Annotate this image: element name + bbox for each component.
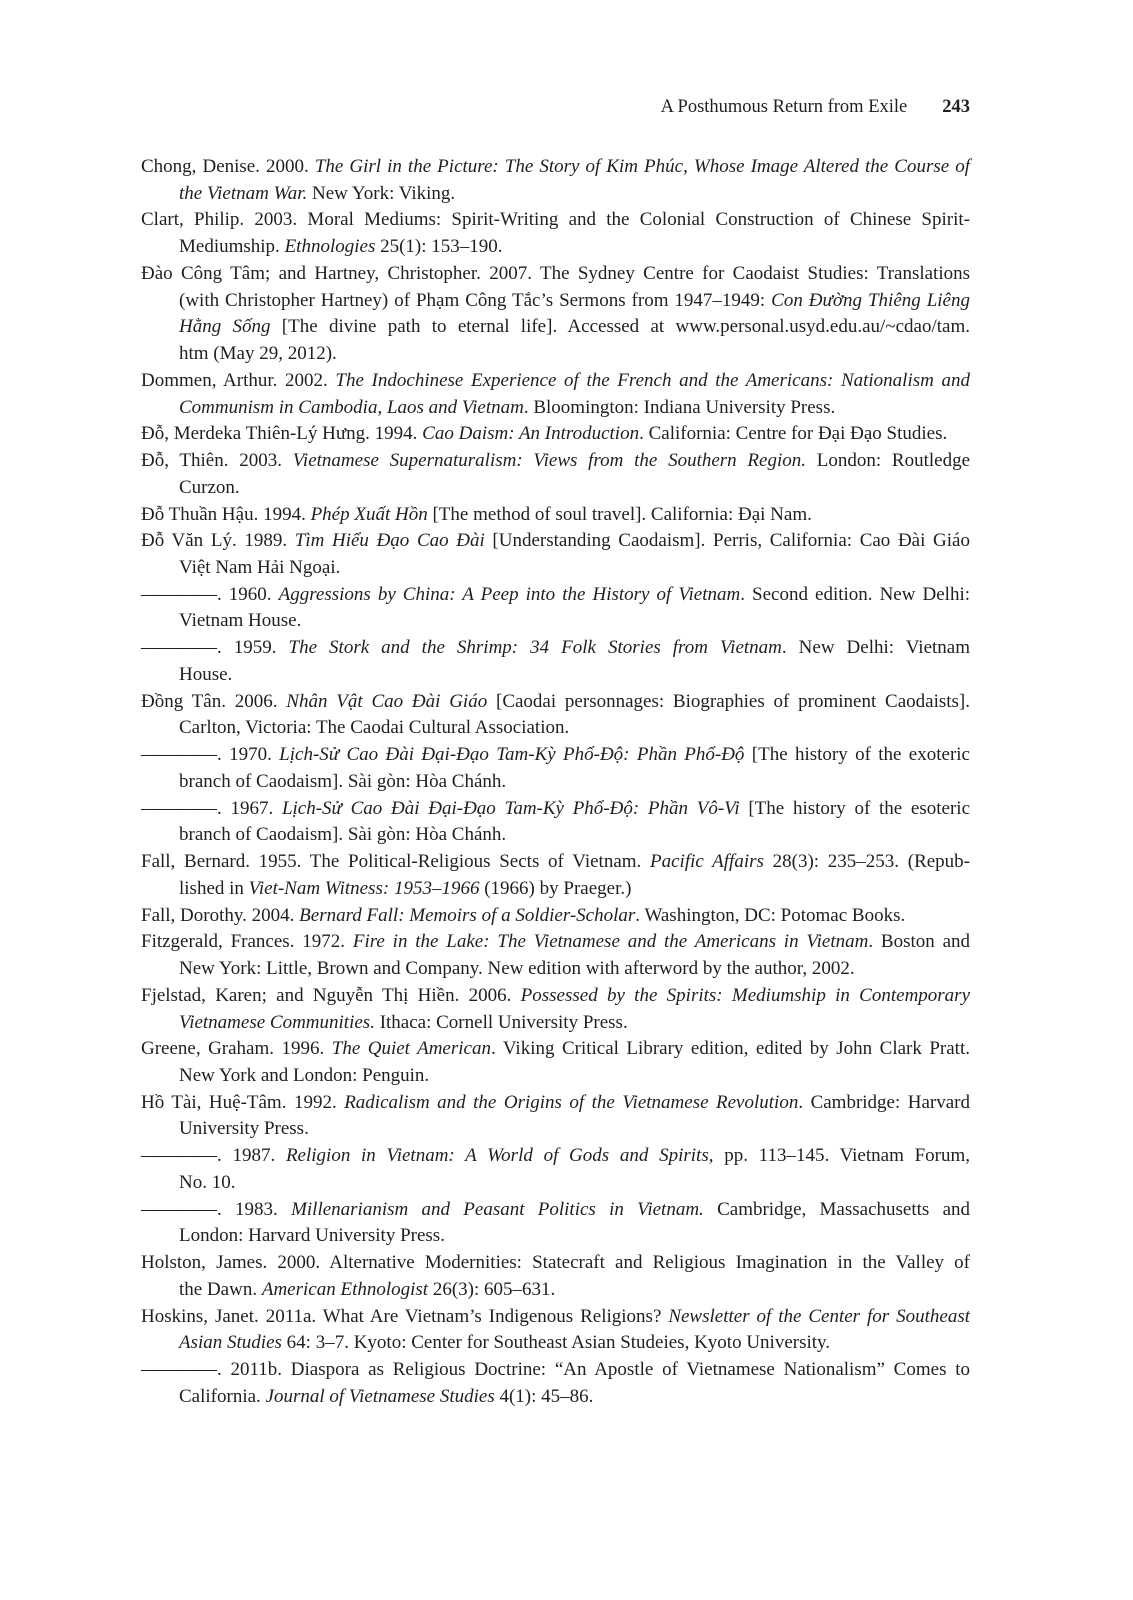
entry-text: Fjelstad, Karen; and Nguyễn Thị Hiền. 2006.	[141, 984, 521, 1006]
bibliography-entry	[141, 929, 970, 982]
entry-line	[141, 1250, 970, 1277]
entry-line	[141, 1304, 970, 1331]
running-head	[661, 96, 970, 118]
italic-title: Religion in Vietnam: A World of Gods and Spirits	[285, 1145, 709, 1167]
entry-text: Hoskins, Janet. 2011a. What Are Vietnam’s Indigenous Religions?	[141, 1305, 669, 1327]
italic-title: Vietnamese Communities.	[179, 1011, 375, 1033]
entry-text: 4(1): 45–86.	[494, 1385, 594, 1407]
entry-line	[141, 608, 970, 635]
repeated-author-rule: ————	[141, 797, 217, 819]
bibliography-list	[141, 154, 970, 1411]
bibliography-entry	[141, 207, 970, 260]
entry-text: [The divine path to eternal life]. Accessed at www.personal.usyd.edu.au/~cdao/tam.	[270, 316, 970, 338]
entry-line	[141, 822, 970, 849]
entry-text: Chong, Denise. 2000.	[141, 156, 315, 177]
entry-text: , pp. 113–145. Vietnam Forum,	[708, 1145, 970, 1167]
italic-title: Tìm Hiểu Đạo Cao Đài	[294, 530, 485, 552]
bibliography-entry	[141, 154, 970, 207]
entry-line	[141, 421, 970, 448]
entry-text: (with Christopher Hartney) of Phạm Công Tắc’s Sermons from 1947–1949:	[179, 289, 772, 311]
bibliography-entry	[141, 983, 970, 1036]
italic-title: Millenarianism and Peasant Politics in Vietnam.	[291, 1198, 704, 1220]
bibliography-entry	[141, 742, 970, 795]
entry-line	[141, 1330, 970, 1357]
bibliography-entry	[141, 689, 970, 742]
entry-text: Đỗ, Thiên. 2003.	[141, 450, 293, 472]
entry-line	[141, 475, 970, 502]
entry-line	[141, 1197, 970, 1224]
entry-line	[141, 796, 970, 823]
entry-text: . 1970.	[217, 744, 280, 766]
entry-line	[141, 181, 970, 208]
bibliography-entry	[141, 635, 970, 688]
bibliography-entry	[141, 368, 970, 421]
entry-text: New York: Viking.	[307, 182, 456, 204]
entry-text: Carlton, Victoria: The Caodai Cultural Association.	[179, 717, 570, 739]
entry-line	[141, 1170, 970, 1197]
italic-title: The Girl in the Picture: The Story of Kim Phúc, Whose Image Altered the Course of	[314, 156, 970, 177]
bibliography-entry	[141, 1143, 970, 1196]
entry-line	[141, 956, 970, 983]
entry-text: Hồ Tài, Huệ-Tâm. 1992.	[141, 1091, 345, 1113]
entry-line	[141, 929, 970, 956]
entry-text: . California: Centre for Đại Đạo Studies.	[639, 423, 948, 445]
entry-text: . Bloomington: Indiana University Press.	[523, 396, 836, 418]
entry-text: 64: 3–7. Kyoto: Center for Southeast Asian Studeies, Kyoto University.	[281, 1332, 831, 1354]
entry-line	[141, 983, 970, 1010]
entry-text: Đào Công Tâm; and Hartney, Christopher. 2007. The Sydney Centre for Caodaist Studies: Translations	[141, 262, 970, 284]
entry-line	[141, 207, 970, 234]
repeated-author-rule: ————	[141, 1359, 217, 1381]
italic-title: Nhân Vật Cao Đài Giáo	[286, 690, 488, 712]
entry-text: . 1960.	[217, 583, 279, 605]
entry-text: [The method of soul travel]. California: Đại Nam.	[427, 503, 812, 525]
entry-text: the Dawn.	[179, 1278, 262, 1300]
italic-title: The Indochinese Experience of the French and the Americans: Nationalism and	[335, 369, 970, 391]
entry-line	[141, 1090, 970, 1117]
italic-title: Lịch-Sử Cao Đài Đại-Đạo Tam-Kỳ Phổ-Độ: Phần Phổ-Độ	[279, 744, 745, 766]
italic-title: Journal of Vietnamese Studies	[265, 1385, 495, 1407]
entry-line	[141, 876, 970, 903]
entry-text: Vietnam House.	[179, 610, 302, 632]
entry-text: [Understanding Caodaism]. Perris, California: Cao Đài Giáo	[484, 530, 970, 552]
entry-text: London: Routledge	[806, 450, 971, 472]
italic-title: Communism in Cambodia, Laos and Vietnam	[179, 396, 524, 418]
entry-line	[141, 1063, 970, 1090]
entry-text: Dommen, Arthur. 2002.	[141, 369, 336, 391]
entry-text: . Second edition. New Delhi:	[740, 583, 970, 605]
entry-text: branch of Caodaism]. Sài gòn: Hòa Chánh.	[179, 770, 507, 792]
repeated-author-rule: ————	[141, 637, 217, 659]
bibliography-entry	[141, 849, 970, 902]
entry-text: lished in	[179, 877, 249, 899]
entry-line	[141, 903, 970, 930]
entry-text: Curzon.	[179, 476, 240, 498]
entry-text: New York and London: Penguin.	[179, 1064, 430, 1086]
entry-line	[141, 1143, 970, 1170]
entry-text: Clart, Philip. 2003. Moral Mediums: Spirit-Writing and the Colonial Construction of Chinese Spirit-	[141, 209, 970, 231]
italic-title: Asian Studies	[179, 1332, 282, 1354]
entry-text: 26(3): 605–631.	[428, 1278, 556, 1300]
entry-line	[141, 689, 970, 716]
entry-text: University Press.	[179, 1118, 309, 1140]
entry-text: . Viking Critical Library edition, edited by John Clark Pratt.	[490, 1038, 970, 1060]
entry-text: htm (May 29, 2012).	[179, 343, 337, 365]
entry-text: Đỗ, Merdeka Thiên-Lý Hưng. 1994.	[141, 423, 423, 445]
entry-text: . Boston and	[868, 931, 971, 953]
entry-text: Fall, Bernard. 1955. The Political-Religious Sects of Vietnam.	[141, 851, 650, 873]
entry-text: branch of Caodaism]. Sài gòn: Hòa Chánh.	[179, 824, 507, 846]
bibliography-entry	[141, 502, 970, 529]
bibliography-entry	[141, 796, 970, 849]
entry-line	[141, 341, 970, 368]
entry-line	[141, 715, 970, 742]
repeated-author-rule: ————	[141, 1198, 217, 1220]
entry-text: Ithaca: Cornell University Press.	[374, 1011, 628, 1033]
entry-text: (1966) by Praeger.)	[479, 877, 632, 899]
italic-title: Cao Daism: An Introduction	[422, 423, 640, 445]
italic-title: American Ethnologist	[261, 1278, 429, 1300]
entry-line	[141, 582, 970, 609]
entry-text: California.	[179, 1385, 266, 1407]
italic-title: Phép Xuất Hồn	[310, 503, 428, 525]
entry-text: . 2011b. Diaspora as Religious Doctrine: “An Apostle of Vietnamese Nationalism” Comes to	[217, 1359, 970, 1381]
entry-line	[141, 528, 970, 555]
entry-text: [The history of the exoteric	[744, 744, 970, 766]
italic-title: Aggressions by China: A Peep into the History of Vietnam	[278, 583, 741, 605]
entry-text: London: Harvard University Press.	[179, 1225, 445, 1247]
entry-text: . New Delhi: Vietnam	[781, 637, 971, 659]
bibliography-entry	[141, 1197, 970, 1250]
repeated-author-rule: ————	[141, 583, 217, 605]
entry-text: 25(1): 153–190.	[375, 236, 503, 258]
entry-line	[141, 555, 970, 582]
entry-line	[141, 368, 970, 395]
bibliography-entry	[141, 582, 970, 635]
entry-text: [Caodai personnages: Biographies of prominent Caodaists].	[487, 690, 970, 712]
entry-text: . 1959.	[217, 637, 289, 659]
entry-line	[141, 742, 970, 769]
italic-title: The Quiet American	[331, 1038, 491, 1060]
entry-text: No. 10.	[179, 1171, 236, 1193]
entry-text: . Washington, DC: Potomac Books.	[635, 904, 906, 926]
entry-text: Fall, Dorothy. 2004.	[141, 904, 300, 926]
italic-title: The Stork and the Shrimp: 34 Folk Stories from Vietnam	[288, 637, 782, 659]
bibliography-entry	[141, 448, 970, 501]
italic-title: Hằng Sống	[179, 316, 271, 338]
italic-title: the Vietnam War.	[179, 182, 308, 204]
entry-line	[141, 635, 970, 662]
entry-line	[141, 1357, 970, 1384]
italic-title: Vietnamese Supernaturalism: Views from the Southern Region.	[292, 450, 807, 472]
entry-line	[141, 261, 970, 288]
bibliography-entry	[141, 903, 970, 930]
entry-text: Cambridge, Massachusetts and	[703, 1198, 971, 1220]
entry-line	[141, 448, 970, 475]
entry-text: 28(3): 235–253. (Repub-	[763, 851, 970, 873]
entry-text: Greene, Graham. 1996.	[141, 1038, 332, 1060]
page-number: 243	[942, 97, 970, 117]
running-title: A Posthumous Return from Exile	[660, 97, 908, 117]
bibliography-entry	[141, 1250, 970, 1303]
entry-text: Holston, James. 2000. Alternative Modernities: Statecraft and Religious Imagination in the Valley of	[141, 1252, 970, 1274]
entry-line	[141, 288, 970, 315]
bibliography-entry	[141, 1090, 970, 1143]
repeated-author-rule: ————	[141, 744, 217, 766]
italic-title: Possessed by the Spirits: Mediumship in Contemporary	[520, 984, 971, 1006]
entry-text: Mediumship.	[179, 236, 285, 258]
bibliography-entry	[141, 261, 970, 368]
italic-title: Radicalism and the Origins of the Vietnamese Revolution	[344, 1091, 799, 1113]
bibliography-entry	[141, 1304, 970, 1357]
entry-line	[141, 395, 970, 422]
entry-line	[141, 1036, 970, 1063]
entry-text: . 1983.	[217, 1198, 292, 1220]
bibliography-entry	[141, 1036, 970, 1089]
entry-text: Việt Nam Hải Ngoại.	[179, 557, 341, 579]
entry-line	[141, 154, 970, 181]
entry-text: Đồng Tân. 2006.	[141, 690, 287, 712]
entry-line	[141, 502, 970, 529]
italic-title: Bernard Fall: Memoirs of a Soldier-Scholar	[299, 904, 636, 926]
entry-text: New York: Little, Brown and Company. New edition with afterword by the author, 2002.	[179, 958, 855, 980]
entry-text: . 1967.	[217, 797, 282, 819]
italic-title: Lịch-Sử Cao Đài Đại-Đạo Tam-Kỳ Phổ-Độ: Phần Vô-Vi	[281, 797, 740, 819]
italic-title: Fire in the Lake: The Vietnamese and the Americans in Vietnam	[352, 931, 869, 953]
entry-line	[141, 769, 970, 796]
entry-line	[141, 1277, 970, 1304]
entry-text: [The history of the esoteric	[739, 797, 970, 819]
entry-text: . 1987.	[217, 1145, 286, 1167]
italic-title: Con Đường Thiêng Liêng	[771, 289, 970, 311]
entry-text: House.	[179, 663, 233, 685]
entry-line	[141, 662, 970, 689]
italic-title: Pacific Affairs	[650, 851, 764, 873]
italic-title: Ethnologies	[284, 236, 376, 258]
entry-text: Fitzgerald, Frances. 1972.	[141, 931, 353, 953]
entry-line	[141, 1384, 970, 1411]
entry-line	[141, 1010, 970, 1037]
bibliography-entry	[141, 1357, 970, 1410]
entry-line	[141, 1223, 970, 1250]
entry-line	[141, 314, 970, 341]
entry-line	[141, 849, 970, 876]
entry-line	[141, 234, 970, 261]
bibliography-entry	[141, 421, 970, 448]
entry-line	[141, 1116, 970, 1143]
entry-text: . Cambridge: Harvard	[798, 1091, 970, 1113]
italic-title: Newsletter of the Center for Southeast	[668, 1305, 970, 1327]
entry-text: Đỗ Thuần Hậu. 1994.	[141, 503, 311, 525]
entry-text: Đỗ Văn Lý. 1989.	[141, 530, 295, 552]
repeated-author-rule: ————	[141, 1145, 217, 1167]
italic-title: Viet-Nam Witness: 1953–1966	[248, 877, 480, 899]
bibliography-entry	[141, 528, 970, 581]
